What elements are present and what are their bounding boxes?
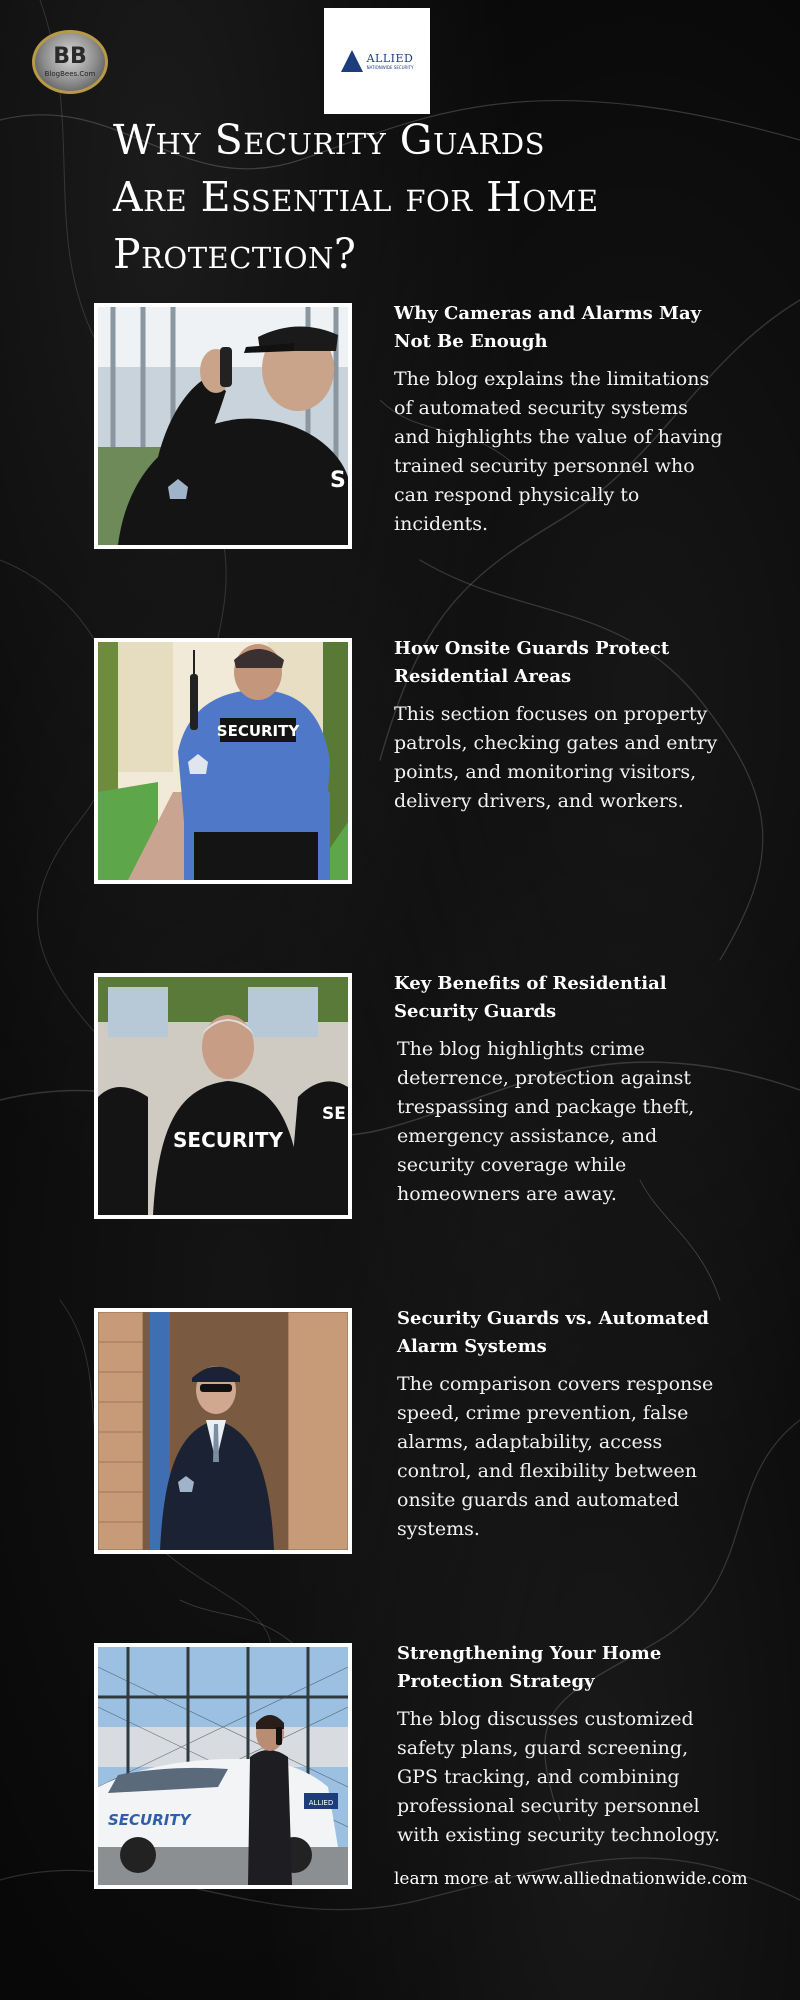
card-4-body: The comparison covers response speed, crime prevention, false alarms, adaptability, access control, and flexibility between onsite guards and automated systems. bbox=[397, 1373, 714, 1540]
photo3-security-side-text: SE bbox=[322, 1104, 346, 1124]
blogbees-logo[interactable] bbox=[32, 30, 108, 94]
card-3-heading: Key Benefits of Residential Security Guards bbox=[394, 973, 667, 1022]
allied-triangle-icon bbox=[341, 50, 363, 72]
photo5-car-badge: ALLIED bbox=[308, 1799, 334, 1807]
card-2-heading: How Onsite Guards Protect Residential Areas bbox=[394, 638, 670, 687]
photo-guard-phone bbox=[94, 303, 352, 549]
photo-guard-patrol-car bbox=[94, 1643, 352, 1889]
photo-guards-group bbox=[94, 973, 352, 1219]
blogbees-monogram: BB bbox=[53, 44, 87, 69]
allied-brand bbox=[367, 52, 414, 70]
title-line-1: Why Security Guards bbox=[113, 116, 546, 164]
photo5-car-text: SECURITY bbox=[108, 1811, 191, 1829]
photo1-patch-letter: S bbox=[330, 468, 346, 493]
photo2-security-text: SECURITY bbox=[216, 722, 300, 740]
card-1-heading: Why Cameras and Alarms May Not Be Enough bbox=[394, 303, 702, 352]
card-1-body: The blog explains the limitations of automated security systems and highlights the value of having trained security personnel who can respond physically to incidents. bbox=[394, 368, 723, 535]
page-title bbox=[113, 112, 733, 283]
card-5-body: The blog discusses customized safety plans, guard screening, GPS tracking, and combining professional security personnel with existing security technology. bbox=[397, 1708, 720, 1846]
footer-website-link[interactable]: learn more at www.alliednationwide.com bbox=[394, 1869, 748, 1889]
blogbees-logo-text: BlogBees.Com bbox=[44, 70, 96, 78]
photo3-security-text: SECURITY bbox=[173, 1128, 283, 1152]
title-line-3: Protection? bbox=[113, 230, 357, 278]
card-3-body: The blog highlights crime deterrence, protection against trespassing and package theft, emergency assistance, and security coverage while homeowners are away. bbox=[397, 1038, 695, 1205]
card-2-body: This section focuses on property patrols, checking gates and entry points, and monitoring visitors, delivery drivers, and workers. bbox=[394, 703, 718, 812]
allied-brand-sub: NATIONWIDE SECURITY bbox=[366, 65, 414, 70]
allied-logo[interactable] bbox=[324, 8, 430, 114]
card-4-heading: Security Guards vs. Automated Alarm Systems bbox=[397, 1308, 710, 1357]
photo-guard-doorway bbox=[94, 1308, 352, 1554]
allied-brand-name: ALLIED bbox=[366, 52, 414, 65]
photo-guard-radio bbox=[94, 638, 352, 884]
card-5-heading: Strengthening Your Home Protection Strategy bbox=[397, 1643, 662, 1692]
title-line-2: Are Essential for Home bbox=[113, 173, 599, 221]
